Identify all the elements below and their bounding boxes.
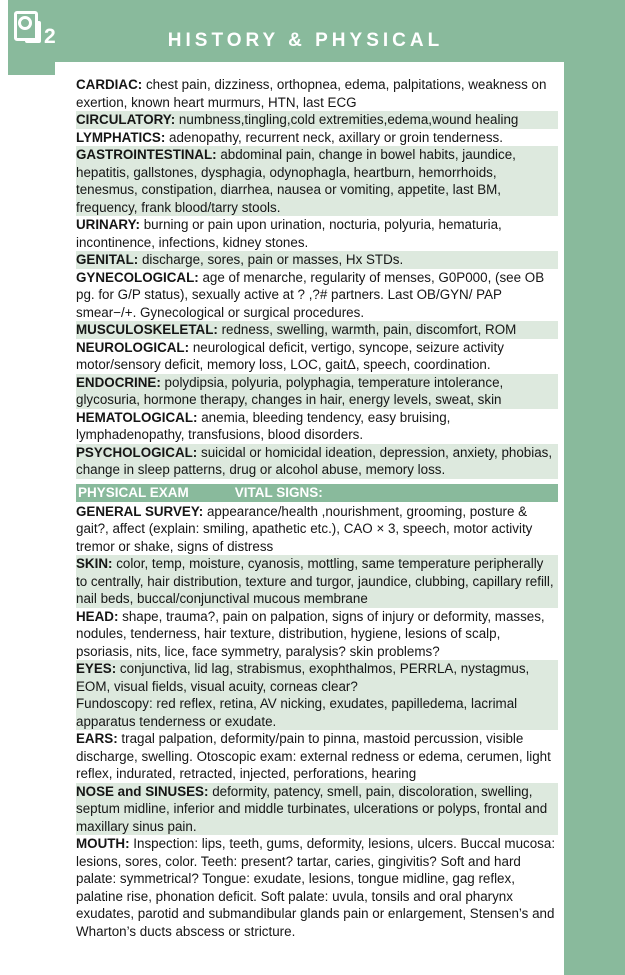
section-text: numbness,tingling,cold extremities,edema,wound healing: [178, 112, 519, 127]
flashcards-ring: [18, 16, 32, 30]
section-label: PSYCHOLOGICAL:: [76, 444, 198, 460]
right-margin-strip: [564, 0, 625, 975]
section-ears: [76, 730, 558, 783]
section-skin: [76, 555, 558, 608]
content-panel: [55, 62, 564, 975]
section-label: ENDOCRINE:: [76, 374, 161, 390]
section-label: MUSCULOSKELETAL:: [76, 322, 218, 337]
section-urinary: [76, 216, 558, 251]
section-label: LYMPHATICS:: [76, 129, 166, 145]
section-label: GENITAL:: [76, 252, 139, 267]
section-text: suicidal or homicidal ideation, depression, anxiety, phobias, change in sleep patterns, drug or alcohol abuse, memory loss.: [76, 444, 553, 477]
section-cardiac: [76, 76, 558, 111]
section-eyes: [76, 660, 558, 695]
section-general-survey: [76, 503, 558, 556]
section-text: neurological deficit, vertigo, syncope, seizure activity motor/sensory deficit, memory loss, LOC, gaitΔ, speech, coordination.: [76, 339, 504, 372]
physical-exam-header-band: [76, 484, 558, 502]
page-title: HISTORY & PHYSICAL: [167, 30, 444, 51]
vital-signs-label: VITAL SIGNS:: [234, 484, 323, 500]
section-neurological: [76, 339, 558, 374]
section-gynecological: [76, 269, 558, 322]
section-genital: [76, 251, 558, 269]
section-label: EYES:: [76, 661, 117, 676]
section-psychological: [76, 444, 558, 479]
section-text: burning or pain upon urination, nocturia, polyuria, hematuria, incontinence, infections, kidney stones.: [76, 217, 502, 250]
section-text: anemia, bleeding tendency, easy bruising, lymphadenopathy, transfusions, blood disorders.: [76, 409, 451, 442]
section-label: CARDIAC:: [76, 77, 143, 92]
section-label: NOSE and SINUSES:: [76, 783, 209, 799]
section-musculoskeletal: [76, 321, 558, 339]
section-text: deformity, patency, smell, pain, discoloration, swelling, septum midline, inferior and middle turbinates, ulcerations or polyps, frontal and maxillary sinus pain.: [76, 783, 548, 834]
section-head: [76, 608, 558, 661]
section-text: shape, trauma?, pain on palpation, signs of injury or deformity, masses, nodules, tenderness, hair texture, distribution, hygiene, lesions of scalp, psoriasis, nits, lice, face symmetry, paralysis? skin problems?: [76, 608, 545, 659]
section-label: NEUROLOGICAL:: [76, 339, 190, 355]
section-lymphatics: [76, 129, 558, 147]
section-text: conjunctiva, lid lag, strabismus, exophthalmos, PERRLA, nystagmus, EOM, visual fields, visual acuity, corneas clear?: [76, 661, 530, 694]
section-endocrine: [76, 374, 558, 409]
section-label: EARS:: [76, 731, 118, 746]
section-text: Inspection: lips, teeth, gums, deformity, lesions, ulcers. Buccal mucosa: lesions, sores, color. Teeth: present? tartar, caries, gingivitis? Soft and hard palate: symmetrical? Tongue: exudate, lesions, tongue midline, gag reflex, palatine rise, phonation deficit. Soft palate: uvula, tonsils and oral pharynx exudates, parotid and submandibular glands pain or enlargement, Stensen’s and Wharton’s ducts abscess or stricture.: [76, 836, 556, 939]
section-label: SKIN:: [76, 556, 113, 571]
section-label: CIRCULATORY:: [76, 112, 176, 127]
section-text: adenopathy, recurrent neck, axillary or groin tenderness.: [169, 129, 503, 145]
section-gastrointestinal: [76, 146, 558, 216]
section-text: abdominal pain, change in bowel habits, jaundice, hepatitis, gallstones, dysphagia, odynophagla, heartburn, hemorrhoids, tenesmus, constipation, diarrhea, nausea or vomiting, appetite, last BM, frequency, frank blood/tarry stools.: [76, 147, 516, 215]
section-nose-and-sinuses: [76, 783, 558, 836]
section-label: HEMATOLOGICAL:: [76, 409, 198, 425]
section-label: GENERAL SURVEY:: [76, 503, 204, 519]
section-text: redness, swelling, warmth, pain, discomfort, ROM: [221, 322, 517, 337]
section-text: age of menarche, regularity of menses, G0P000, (see OB pg. for G/P status), sexually active at ? ,?# partners. Last OB/GYN/ PAP smear−/+. Gynecological or surgical procedures.: [76, 269, 545, 320]
section-text: discharge, sores, pain or masses, Hx STDs.: [141, 252, 404, 267]
section-text: chest pain, dizziness, orthopnea, edema, palpitations, weakness on exertion, known heart murmurs, HTN, last ECG: [76, 77, 547, 110]
section-circulatory: [76, 111, 558, 129]
section-text: Fundoscopy: red reflex, retina, AV nicking, exudates, papilledema, lacrimal apparatus tenderness or exudate.: [76, 696, 518, 729]
section-text: appearance/health ,nourishment, grooming, posture & gait?, affect (explain: smiling, apathetic etc.), CAO × 3, speech, motor activity tremor or shake, signs of distress: [76, 503, 533, 554]
page-number: 2: [44, 25, 56, 48]
section-label: URINARY:: [76, 217, 140, 232]
section-text: tragal palpation, deformity/pain to pinna, mastoid percussion, visible discharge, swelling. Otoscopic exam: external redness or edema, cerumen, light reflex, indurated, retracted, injected, perforations, hearing: [76, 731, 551, 781]
section-label: MOUTH:: [76, 836, 130, 851]
section-hematological: [76, 409, 558, 444]
section-text: color, temp, moisture, cyanosis, mottling, same temperature peripherally to centrally, hair distribution, texture and turgor, jaundice, clubbing, capillary refill, nail beds, buccal/conjunctival mucous membrane: [76, 556, 554, 606]
physical-exam-label: PHYSICAL EXAM: [78, 484, 189, 500]
section-mouth: [76, 835, 558, 940]
section-text: polydipsia, polyuria, polyphagia, temperature intolerance, glycosuria, hormone therapy, changes in hair, energy levels, sweat, skin: [76, 374, 504, 407]
section-label: GASTROINTESTINAL:: [76, 147, 217, 162]
section-label: HEAD:: [76, 608, 119, 624]
section-label: GYNECOLOGICAL:: [76, 269, 199, 285]
section-fundoscopy: [76, 695, 558, 730]
